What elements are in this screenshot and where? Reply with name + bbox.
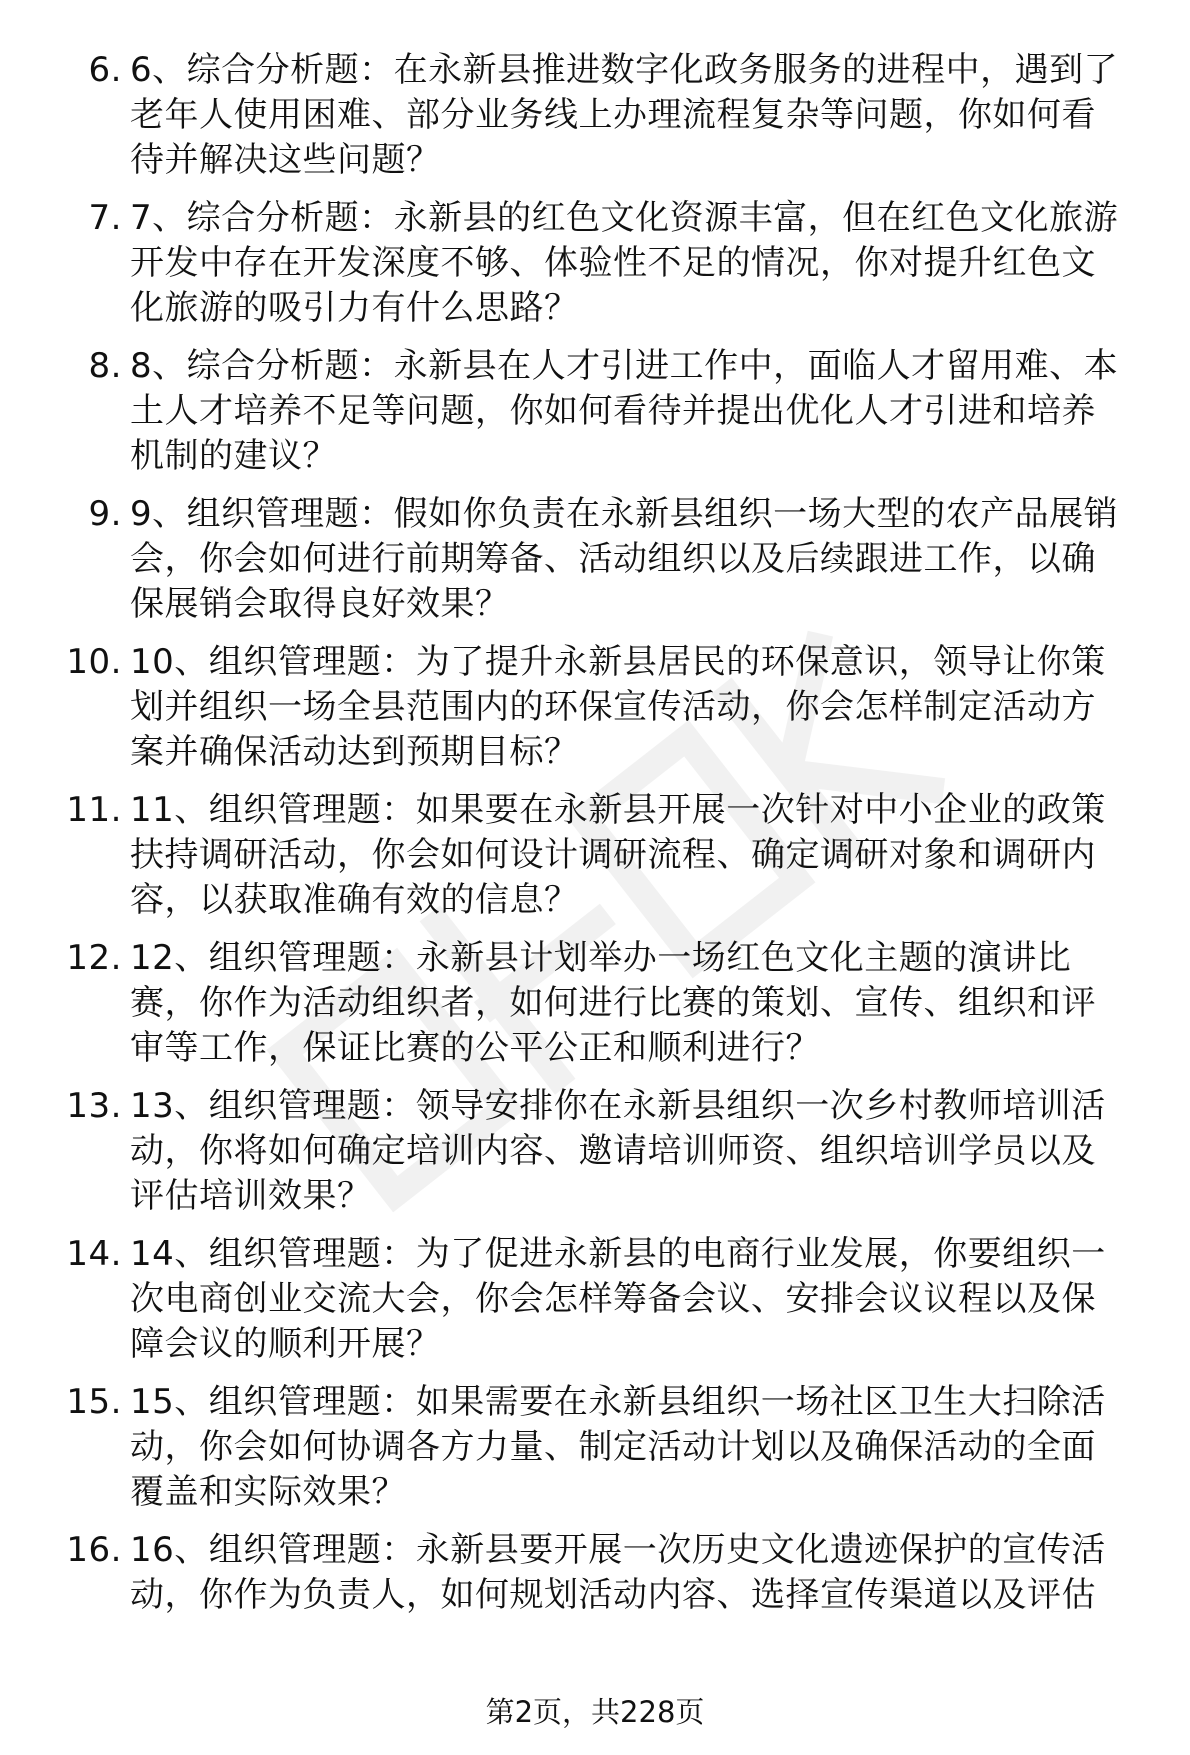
question-number: 16.: [66, 1530, 122, 1570]
question-text: 14、组织管理题：为了促进永新县的电商行业发展，你要组织一次电商创业交流大会，你会怎样筹备会议、安排会议议程以及保障会议的顺利开展？: [130, 1234, 1106, 1364]
question-item: [0, 640, 1190, 775]
question-number: 15.: [66, 1382, 122, 1422]
question-number: 12.: [66, 938, 122, 978]
question-text: 15、组织管理题：如果需要在永新县组织一场社区卫生大扫除活动，你会如何协调各方力量、制定活动计划以及确保活动的全面覆盖和实际效果？: [130, 1382, 1106, 1512]
question-item: [0, 936, 1190, 1071]
question-text: 13、组织管理题：领导安排你在永新县组织一次乡村教师培训活动，你将如何确定培训内容、邀请培训师资、组织培训学员以及评估培训效果？: [130, 1086, 1106, 1216]
question-text: 11、组织管理题：如果要在永新县开展一次针对中小企业的政策扶持调研活动，你会如何设计调研流程、确定调研对象和调研内容，以获取准确有效的信息？: [130, 790, 1106, 920]
question-item: [0, 492, 1190, 627]
question-item: [0, 344, 1190, 479]
question-number: 11.: [66, 790, 122, 830]
page-footer: [0, 1692, 1190, 1732]
page-number-label: 第2页，共228页: [485, 1695, 705, 1729]
question-item: [0, 1084, 1190, 1219]
question-list: [0, 48, 1190, 1631]
question-text: 10、组织管理题：为了提升永新县居民的环保意识，领导让你策划并组织一场全县范围内的环保宣传活动，你会怎样制定活动方案并确保活动达到预期目标？: [130, 642, 1106, 772]
question-text: 9、组织管理题：假如你负责在永新县组织一场大型的农产品展销会，你会如何进行前期筹备、活动组织以及后续跟进工作，以确保展销会取得良好效果？: [130, 494, 1119, 624]
question-text: 12、组织管理题：永新县计划举办一场红色文化主题的演讲比赛，你作为活动组织者，如何进行比赛的策划、宣传、组织和评审等工作，保证比赛的公平公正和顺利进行？: [130, 938, 1096, 1068]
question-item: [0, 1380, 1190, 1515]
question-number: 10.: [66, 642, 122, 682]
question-number: 14.: [66, 1234, 122, 1274]
question-text: 16、组织管理题：永新县要开展一次历史文化遗迹保护的宣传活动，你作为负责人，如何规划活动内容、选择宣传渠道以及评估: [130, 1530, 1106, 1615]
question-item: [0, 196, 1190, 331]
question-item: [0, 788, 1190, 923]
question-item: [0, 1232, 1190, 1367]
question-number: 13.: [66, 1086, 122, 1126]
question-number: 6.: [88, 50, 122, 90]
question-number: 9.: [88, 494, 122, 534]
question-number: 7.: [88, 198, 122, 238]
question-text: 8、综合分析题：永新县在人才引进工作中，面临人才留用难、本土人才培养不足等问题，你如何看待并提出优化人才引进和培养机制的建议？: [130, 346, 1119, 476]
question-text: 7、综合分析题：永新县的红色文化资源丰富，但在红色文化旅游开发中存在开发深度不够、体验性不足的情况，你对提升红色文化旅游的吸引力有什么思路？: [130, 198, 1119, 328]
question-item: [0, 48, 1190, 183]
question-number: 8.: [88, 346, 122, 386]
question-text: 6、综合分析题：在永新县推进数字化政务服务的进程中，遇到了老年人使用困难、部分业务线上办理流程复杂等问题，你如何看待并解决这些问题？: [130, 50, 1119, 180]
question-item: [0, 1528, 1190, 1618]
